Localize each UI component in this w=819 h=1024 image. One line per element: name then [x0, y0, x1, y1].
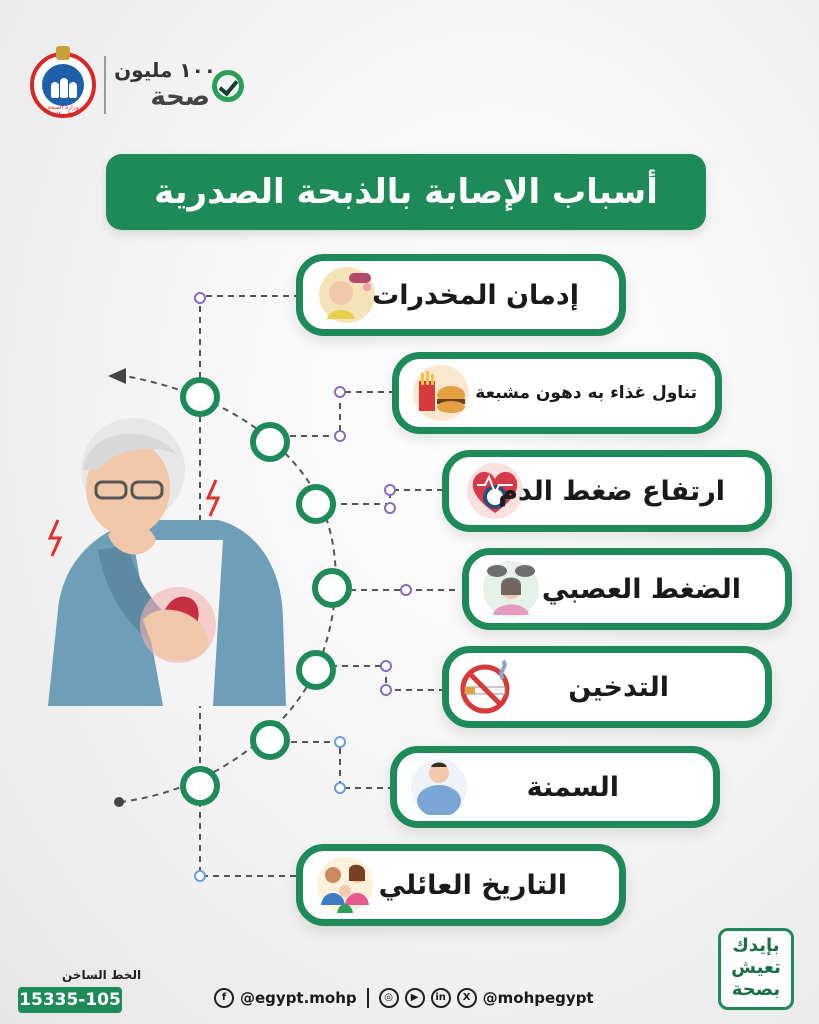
addicted-person-icon: [319, 267, 375, 323]
cause-item-obesity: [390, 746, 720, 828]
page-title: أسباب الإصابة بالذبحة الصدرية: [106, 154, 706, 230]
no-smoking-icon: [457, 659, 513, 715]
instagram-icon[interactable]: ◎: [379, 988, 399, 1008]
family-icon: [317, 857, 373, 913]
bayadak-line1: بإيدك: [732, 935, 780, 956]
stressed-person-icon: [483, 561, 539, 617]
bayadak-line3: بصحة: [731, 979, 781, 1000]
social-divider: [367, 988, 369, 1008]
linkedin-icon[interactable]: in: [431, 988, 451, 1008]
cause-label: السمنة: [526, 771, 619, 803]
hotline-label: الخط الساخن: [62, 968, 142, 982]
cause-label: الضغط العصبي: [541, 573, 741, 605]
facebook-handle[interactable]: @egypt.mohp: [240, 989, 357, 1007]
timeline-node: [296, 650, 336, 690]
cause-label: التدخين: [568, 671, 669, 703]
ministry-name: وزارة الصحة والسكان: [47, 104, 79, 118]
youtube-icon[interactable]: ▶: [405, 988, 425, 1008]
social-handle[interactable]: @mohpegypt: [482, 989, 594, 1007]
cause-item-nervous-stress: [462, 548, 792, 630]
cause-label: تناول غذاء به دهون مشبعة: [475, 383, 697, 403]
cause-label: ارتفاع ضغط الدم: [498, 475, 725, 507]
obese-person-icon: [411, 759, 467, 815]
cause-item-smoking: [442, 646, 772, 728]
man-chest-pain-illustration: [38, 410, 288, 706]
timeline-node: [312, 568, 352, 608]
cause-label: إدمان المخدرات: [372, 279, 579, 311]
cause-item-drug-addiction: [296, 254, 626, 336]
bayadak-line2: تعيش: [731, 957, 781, 978]
social-media-bar: [214, 986, 594, 1010]
bayadak-campaign-logo: [718, 928, 794, 1010]
campaign-line1: ١٠٠ مليون: [114, 58, 216, 82]
hotline-number: 15335-105: [18, 987, 122, 1013]
timeline-node: [296, 484, 336, 524]
cause-item-family-history: [296, 844, 626, 926]
timeline-node: [250, 720, 290, 760]
cause-item-high-blood-pressure: [442, 450, 772, 532]
x-icon[interactable]: X: [457, 988, 477, 1008]
campaign-line2: صحة: [150, 82, 210, 112]
cause-item-saturated-fat: [392, 352, 722, 434]
timeline-node: [180, 766, 220, 806]
facebook-icon[interactable]: f: [214, 988, 234, 1008]
cause-label: التاريخ العائلي: [378, 869, 567, 901]
fast-food-icon: [413, 365, 469, 421]
